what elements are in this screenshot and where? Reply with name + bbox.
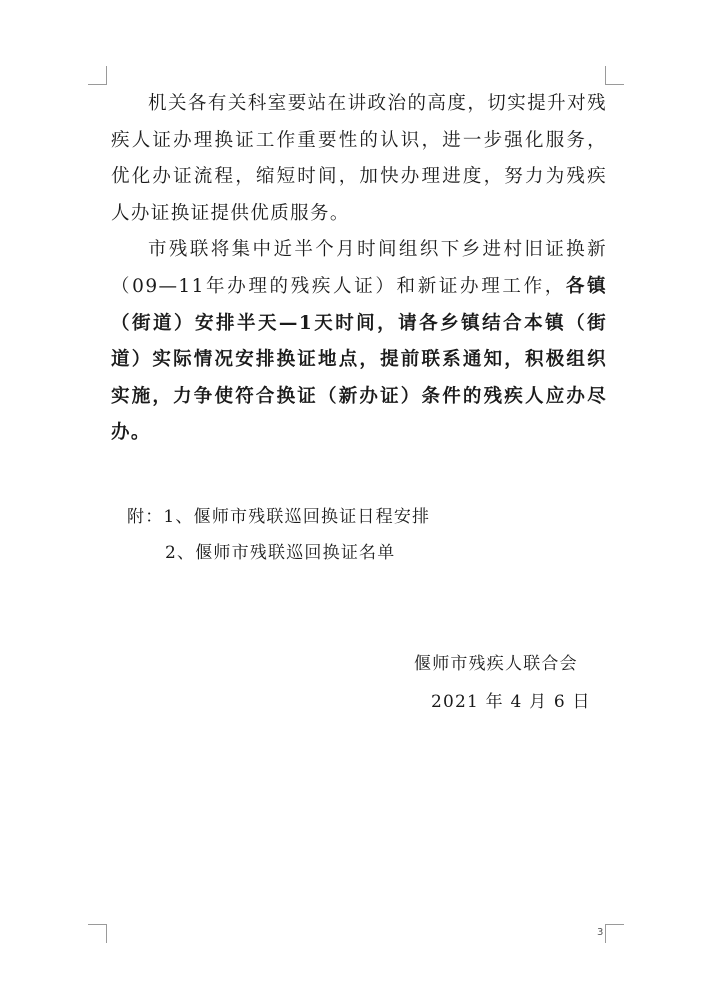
signature-date: 2021 年 4 月 6 日	[431, 692, 591, 712]
paragraph-1: 机关各有关科室要站在讲政治的高度，切实提升对残疾人证办理换证工作重要性的认识，进一步强化服务，优化办证流程，缩短时间，加快办理进度，努力为残疾人办证换证提供优质服务。	[111, 93, 607, 224]
crop-mark-top-right	[605, 66, 624, 85]
paragraph-2	[111, 232, 607, 452]
paragraph-2-bold: 各镇（街道）安排半天—1天时间，请各乡镇结合本镇（街道）实际情况安排换证地点，提前联系通知，积极组织实施，力争使符合换证（新办证）条件的残疾人应办尽办。	[111, 275, 607, 444]
page-number: 3	[597, 927, 604, 938]
document-body	[111, 86, 607, 452]
attachment-line-1: 附：1、偃师市残联巡回换证日程安排	[127, 507, 431, 527]
paragraph-2-normal: 市残联将集中近半个月时间组织下乡进村旧证换新（09—11年办理的残疾人证）和新证办理工作，	[111, 239, 607, 297]
attachment-line-2: 2、偃师市残联巡回换证名单	[165, 543, 396, 563]
crop-mark-top-left	[88, 66, 107, 85]
signature-organization: 偃师市残疾人联合会	[414, 654, 578, 674]
crop-mark-bottom-left	[88, 924, 107, 943]
crop-mark-bottom-right	[605, 924, 624, 943]
